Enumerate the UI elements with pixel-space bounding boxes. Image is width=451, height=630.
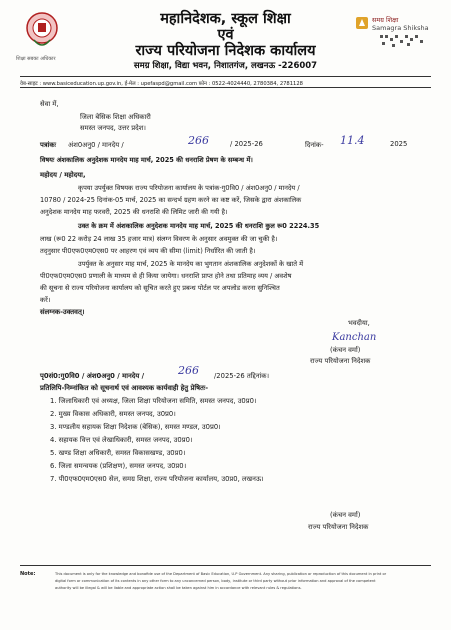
signatory2-name: (कंचन वर्मा) [330, 511, 361, 519]
salutation: सेवा में, [40, 100, 59, 108]
signatory2-designation: राज्य परियोजना निदेशक [308, 523, 369, 531]
footer-note-line1: This document is only for the knowledge and bonafide use of the Department of Basic Education, U.P Government. Any sharing, publication or reproduction of this document in print or [55, 572, 387, 576]
footer-note-line2: digital form or communication of its contents in any other form to any unconcerned person, body, institute or third party without prior information and approval of the competent [55, 579, 376, 583]
qr-pattern-icon [380, 34, 426, 48]
date-label: दिनांक- [305, 141, 324, 149]
emblem-caption: शिक्षा सबका अधिकार [16, 56, 56, 62]
copy-item: 7. पी0एफ0एम0एस0 सेल, समग्र शिक्षा, राज्य परियोजना कार्यालय, उ0प्र0, लखनऊ। [50, 475, 264, 483]
ref2-number: 266 [178, 364, 199, 377]
samagra-shiksha-logo-icon [355, 16, 369, 30]
patrank-number: 266 [188, 134, 209, 147]
contact-divider [20, 87, 431, 88]
footer-divider [20, 565, 431, 566]
date-year: 2025 [390, 140, 408, 148]
greeting: महोदय / महोदया, [40, 171, 86, 179]
contact-line: वेब-साइट : www.basiceducation.up.gov.in, ई-मेल : upefaspd@gmail.com फ़ोन : 0522-4024440, 2780384, 2781128 [20, 81, 303, 87]
org-address: समग्र शिक्षा, विद्या भवन, निशातगंज, लखनऊ -226007 [133, 61, 318, 71]
body-line: पी0एफ0एम0एस0 प्रणाली के माध्यम से ही किया जायेगा। धनराशि प्राप्त होने तथा प्रतिमाह व्यय / अवशेष [40, 272, 292, 280]
body-line: 10780 / 2024-25 दिनांक-05 मार्च, 2025 का सन्दर्भ ग्रहण करने का कष्ट करें, जिसके द्वारा अंशकालिक [40, 196, 302, 204]
bhavdiya: भवदीया, [348, 319, 370, 327]
org-title-line2: एवं [217, 27, 234, 43]
org-title-line3: राज्य परियोजना निदेशक कार्यालय [135, 43, 316, 59]
body-line: अनुदेशक मानदेय माह फरवरी, 2025 की धनराशि की लिमिट जारी की गयी है। [40, 208, 228, 216]
copy-item: 1. जिलाधिकारी एवं अध्यक्ष, जिला शिक्षा परियोजना समिति, समस्त जनपद, उ0प्र0। [50, 397, 257, 405]
body-line: की सूचना से राज्य परियोजना कार्यालय को सूचित करते हुए प्रबन्ध पोर्टल पर अपलोड करना सुनिश्चित [40, 284, 280, 292]
samagra-shiksha-hindi: समग्र शिक्षा [372, 16, 399, 24]
footer-note-label: Note: [20, 571, 36, 577]
signatory-name: (कंचन वर्मा) [330, 346, 361, 354]
signature-handwritten: Kanchan [332, 332, 377, 343]
date-handwritten: 11.4 [340, 134, 365, 147]
enclosure-label: संलग्नक-उक्तवत्। [40, 308, 85, 316]
ref2-year: /2025-26 तद्दिनांक। [214, 372, 270, 380]
body-line: कृपया उपर्युक्त विषयक राज्य परियोजना कार्यालय के पत्रांक-गु0वि0 / अंश0अनु0 / मानदेय / [78, 184, 300, 192]
subject-line: विषयः अंशकालिक अनुदेशक मानदेय माह मार्च, 2025 की धनराशि प्रेषण के सम्बन्ध में। [40, 156, 253, 164]
copy-item: 2. मुख्य विकास अधिकारी, समस्त जनपद, उ0प्र0। [50, 410, 176, 418]
footer-note-line3: authority will be illegal & will be liable and appropriate action shall be taken against him in accordance with relevant rules & regulations. [55, 586, 302, 590]
recipient-line2: समस्त जनपद, उत्तर प्रदेश। [80, 124, 146, 132]
copy-item: 5. खण्ड शिक्षा अधिकारी, समस्त विकासखण्ड, उ0प्र0। [50, 449, 186, 457]
copy-item: 4. सहायक वित्त एवं लेखाधिकारी, समस्त जनपद, उ0प्र0। [50, 436, 193, 444]
signatory-designation: राज्य परियोजना निदेशक [310, 357, 371, 365]
body-line: उक्त के क्रम में अंशकालिक अनुदेशक मानदेय माह मार्च, 2025 की धनराशि कुल रू0 2224.35 [78, 222, 320, 230]
body-line: लाख (रू0 22 करोड़ 24 लाख 35 हजार मात्र) संलग्न विवरण के अनुसार अवमुक्त की जा चुकी है। [40, 235, 278, 243]
patrank-prefix: अंश0अनु0 / मानदेय / [68, 141, 124, 149]
ref2-text: पृ0सं0:गु0वि0 / अंश0अनु0 / मानदेय / [40, 372, 145, 380]
patrank-year: / 2025-26 [230, 140, 263, 148]
copy-item: 6. जिला समन्वयक (प्रशिक्षण), समस्त जनपद, उ0प्र0। [50, 462, 187, 470]
samagra-shiksha-english: Samagra Shiksha [372, 24, 429, 32]
body-line: करें। [40, 296, 51, 304]
copy-intro: प्रतिलिपि-निम्नांकित को सूचनार्थ एवं आवश्यक कार्यवाही हेतु प्रेषितः- [40, 384, 209, 392]
body-line: उपर्युक्त के अनुसार माह मार्च, 2025 के मानदेय का भुगतान अंशकालिक अनुदेशकों के खाते में [78, 260, 304, 268]
recipient-line1: जिला बेसिक शिक्षा अधिकारी [80, 113, 151, 121]
patrank-label: पत्रांकः [40, 141, 56, 149]
body-line: तद्नुसार पी0एफ0एम0एस0 पर आहरण एवं व्यय की सीमा (limit) निर्धारित की जाती है। [40, 247, 256, 255]
copy-item: 3. मण्डलीय सहायक शिक्षा निदेशक (बेसिक), समस्त मण्डल, उ0प्र0। [50, 423, 221, 431]
header-divider [20, 76, 431, 77]
org-title-line1: महानिदेशक, स्कूल शिक्षा [160, 11, 291, 27]
